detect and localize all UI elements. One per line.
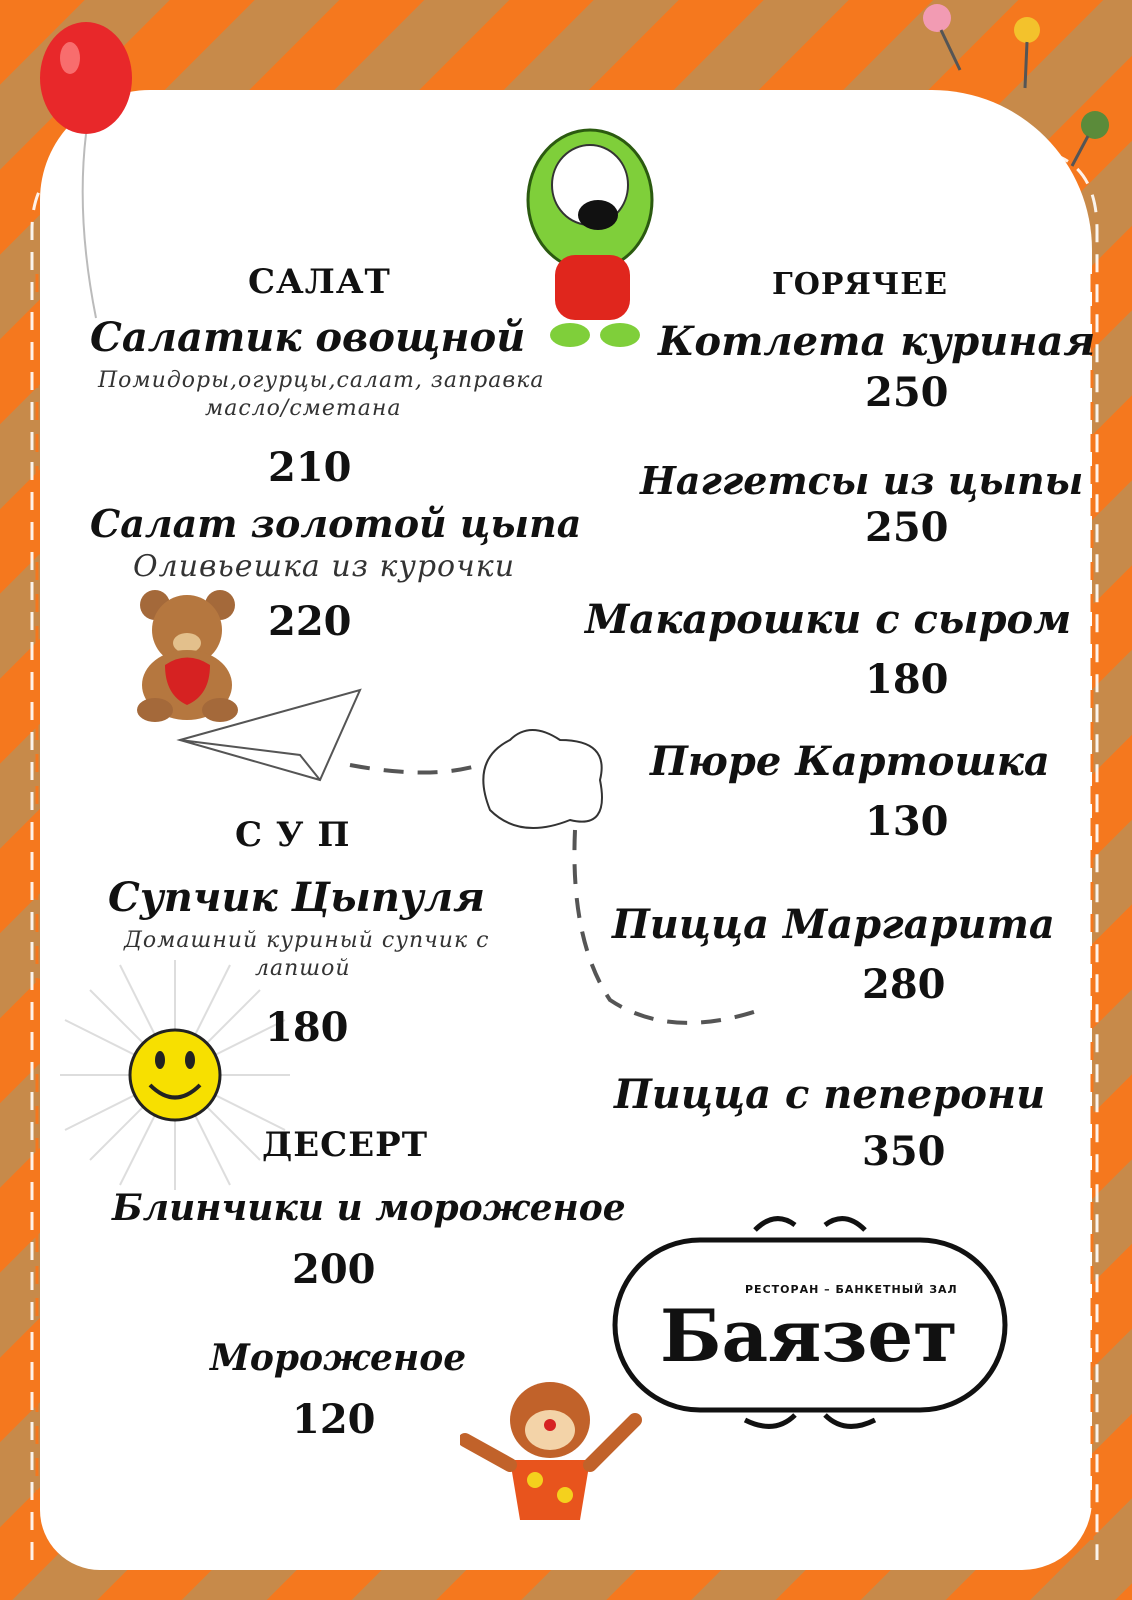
section-title-hot: ГОРЯЧЕЕ — [772, 267, 948, 302]
section-title-salad: САЛАТ — [248, 262, 391, 302]
dish-price-hot-6: 350 — [862, 1128, 946, 1175]
dish-price-hot-5: 280 — [862, 961, 946, 1008]
dish-desc-soup-1-line2: лапшой — [255, 956, 351, 981]
dish-price-hot-1: 250 — [865, 369, 949, 416]
section-title-dessert: ДЕСЕРТ — [262, 1125, 428, 1165]
dish-name-dessert-1: Блинчики и мороженое — [112, 1187, 626, 1229]
dish-price-salad-1: 210 — [268, 444, 352, 491]
dish-price-dessert-1: 200 — [292, 1246, 376, 1293]
green-cartoon-character-icon — [510, 115, 670, 355]
dish-price-soup-1: 180 — [265, 1004, 349, 1051]
balloon-icon — [36, 18, 136, 328]
dish-name-dessert-2: Мороженое — [210, 1337, 467, 1379]
dish-name-hot-6: Пицца с пеперони — [614, 1071, 1046, 1118]
dish-name-salad-2: Салат золотой цыпа — [90, 501, 582, 546]
pink-pushpin-icon — [915, 0, 975, 75]
dish-name-hot-4: Пюре Картошка — [650, 738, 1050, 785]
dish-desc-soup-1-line1: Домашний куриный супчик с — [124, 928, 490, 953]
logo-name: Баязет — [660, 1293, 958, 1378]
dish-price-hot-2: 250 — [865, 504, 949, 551]
dish-desc-salad-2: Оливьешка из курочки — [133, 549, 516, 584]
dish-name-hot-2: Наггетсы из цыпы — [640, 458, 1084, 503]
dish-name-hot-5: Пицца Маргарита — [612, 901, 1055, 948]
section-title-soup: С У П — [235, 815, 351, 855]
dish-price-hot-3: 180 — [865, 656, 949, 703]
yellow-pushpin-icon — [1005, 10, 1055, 90]
smiley-sun-icon — [60, 960, 290, 1190]
dish-name-salad-1: Салатик овощной — [90, 314, 526, 361]
dish-desc-salad-1-line1: Помидоры,огурцы,салат, заправка — [98, 368, 545, 393]
dish-name-soup-1: Супчик Цыпуля — [108, 874, 485, 921]
dish-price-dessert-2: 120 — [292, 1396, 376, 1443]
dish-name-hot-1: Котлета куриная — [658, 318, 1096, 365]
dish-price-salad-2: 220 — [268, 598, 352, 645]
dish-price-hot-4: 130 — [865, 798, 949, 845]
dish-name-hot-3: Макарошки с сыром — [585, 596, 1072, 643]
green-pushpin-icon — [1060, 100, 1120, 170]
dish-desc-salad-1-line2: масло/сметана — [205, 396, 402, 421]
logo-subtitle: РЕСТОРАН – БАНКЕТНЫЙ ЗАЛ — [745, 1283, 958, 1296]
